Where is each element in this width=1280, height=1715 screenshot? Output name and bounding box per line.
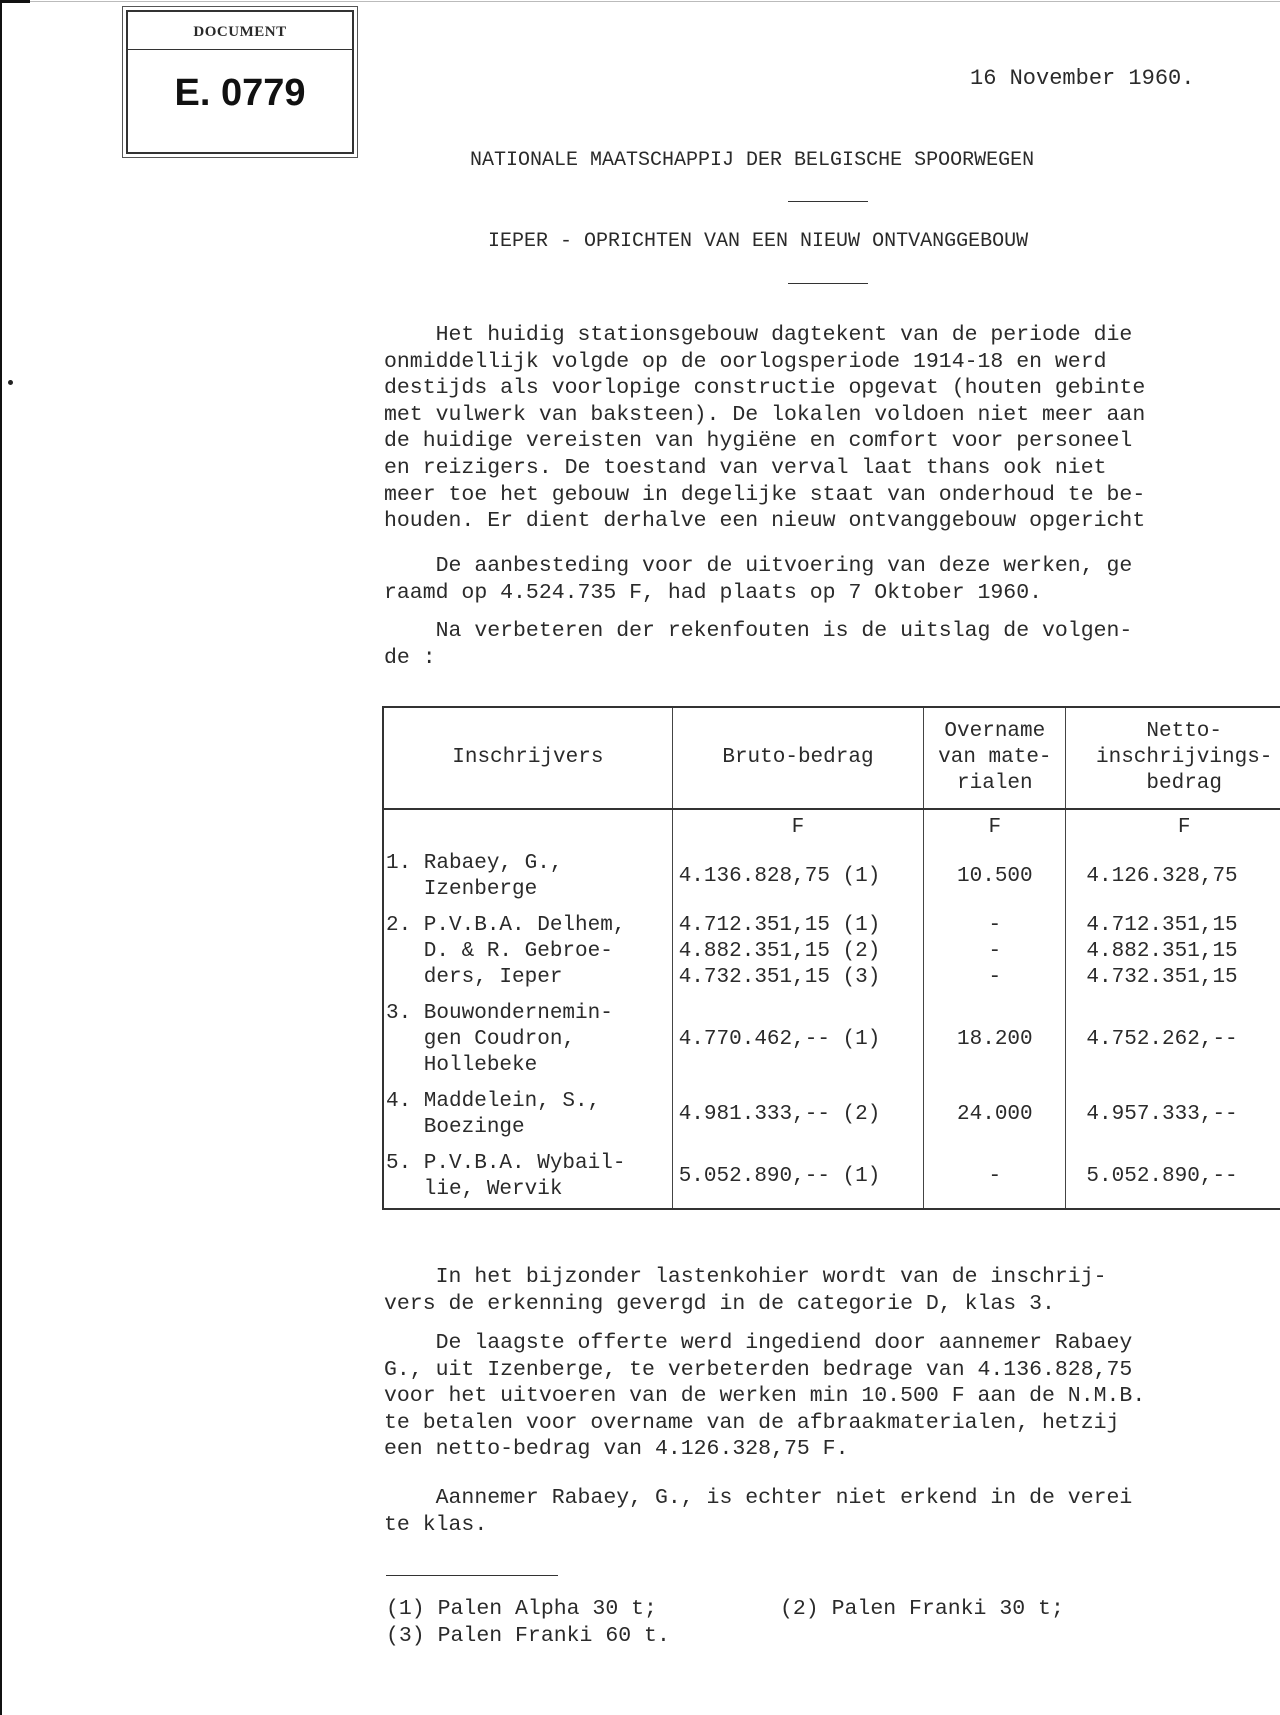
punch-mark xyxy=(8,380,13,385)
unit-cell xyxy=(383,809,672,846)
paragraph-lowest-offer: De laagste offerte werd ingediend door aannemer Rabaey G., uit Izenberge, te verbeterden bedrage van 4.136.828,75 voor het uitvoeren van de werken min 10.500 F aan de N.M.B. te betalen voor overname van de afbraakmaterialen, hetzij een netto-bedrag van 4.126.328,75 F. xyxy=(384,1331,1146,1462)
materials-cell: - - - xyxy=(924,908,1066,996)
header-bidders: Inschrijvers xyxy=(383,707,672,809)
unit-cell: F xyxy=(672,809,924,846)
document-stamp xyxy=(126,10,354,154)
subject-heading: IEPER - OPRICHTEN VAN EEN NIEUW ONTVANGGEBOUW xyxy=(488,230,1029,253)
page-corner-mark xyxy=(0,0,30,3)
unit-cell: F xyxy=(924,809,1066,846)
bidder-cell: 4. Maddelein, S., Boezinge xyxy=(383,1084,672,1146)
header-net: Netto- inschrijvings- bedrag xyxy=(1066,707,1280,809)
page-edge xyxy=(0,0,2,1715)
document-number: E. 0779 xyxy=(174,72,306,114)
materials-cell: 24.000 xyxy=(924,1084,1066,1146)
table-row xyxy=(383,1084,1280,1146)
materials-cell: 18.200 xyxy=(924,996,1066,1084)
document-date: 16 November 1960. xyxy=(970,66,1195,91)
organisation-heading: NATIONALE MAATSCHAPPIJ DER BELGISCHE SPOORWEGEN xyxy=(470,149,1035,172)
paragraph-tender: De aanbesteding voor de uitvoering van deze werken, ge raamd op 4.524.735 F, had plaats op 7 Oktober 1960. xyxy=(384,554,1133,605)
gross-cell: 5.052.890,-- (1) xyxy=(672,1146,924,1209)
net-cell: 5.052.890,-- xyxy=(1066,1146,1280,1209)
table-row xyxy=(383,908,1280,996)
net-cell: 4.957.333,-- xyxy=(1066,1084,1280,1146)
heading-divider xyxy=(788,201,868,202)
net-cell: 4.752.262,-- xyxy=(1066,996,1280,1084)
paragraph-result-intro: Na verbeteren der rekenfouten is de uitslag de volgen- de : xyxy=(384,619,1133,670)
footnote-divider xyxy=(386,1575,558,1576)
paragraph-not-recognised: Aannemer Rabaey, G., is echter niet erkend in de verei te klas. xyxy=(384,1486,1133,1537)
gross-cell: 4.136.828,75 (1) xyxy=(672,846,924,908)
net-cell: 4.712.351,15 4.882.351,15 4.732.351,15 xyxy=(1066,908,1280,996)
page-top-rule xyxy=(30,1,1280,2)
paragraph-requirement: In het bijzonder lastenkohier wordt van de inschrij- vers de erkenning gevergd in de categorie D, klas 3. xyxy=(384,1265,1107,1316)
bidder-cell: 1. Rabaey, G., Izenberge xyxy=(383,846,672,908)
heading-divider xyxy=(788,283,868,284)
footnote: (1) Palen Alpha 30 t; xyxy=(386,1597,657,1621)
net-cell: 4.126.328,75 xyxy=(1066,846,1280,908)
header-materials: Overname van mate- rialen xyxy=(924,707,1066,809)
table-header-row xyxy=(383,707,1280,809)
header-gross: Bruto-bedrag xyxy=(672,707,924,809)
table-row xyxy=(383,846,1280,908)
footnote: (2) Palen Franki 30 t; xyxy=(780,1597,1064,1621)
materials-cell: 10.500 xyxy=(924,846,1066,908)
stamp-divider xyxy=(128,49,352,50)
bidder-cell: 5. P.V.B.A. Wybail- lie, Wervik xyxy=(383,1146,672,1209)
paragraph-context: Het huidig stationsgebouw dagtekent van de periode die onmiddellijk volgde op de oorlogsperiode 1914-18 en werd destijds als voorlopige constructie opgevat (houten gebinte met vulwerk van baksteen). De lokalen voldoen niet meer aan de huidige vereisten van hygiëne en comfort voor personeel en reizigers. De toestand van verval laat thans ook niet meer toe het gebouw in degelijke staat van onderhoud te be- houden. Er dient derhalve een nieuw ontvanggebouw opgericht xyxy=(384,323,1146,534)
bids-table xyxy=(382,706,1280,1210)
table-row xyxy=(383,1146,1280,1209)
footnotes xyxy=(386,1596,1064,1704)
unit-cell: F xyxy=(1066,809,1280,846)
bidder-cell: 2. P.V.B.A. Delhem, D. & R. Gebroe- ders, Ieper xyxy=(383,908,672,996)
gross-cell: 4.770.462,-- (1) xyxy=(672,996,924,1084)
materials-cell: - xyxy=(924,1146,1066,1209)
unit-row xyxy=(383,809,1280,846)
table-row xyxy=(383,996,1280,1084)
footnote: (3) Palen Franki 60 t. xyxy=(386,1624,670,1648)
gross-cell: 4.712.351,15 (1) 4.882.351,15 (2) 4.732.351,15 (3) xyxy=(672,908,924,996)
gross-cell: 4.981.333,-- (2) xyxy=(672,1084,924,1146)
stamp-label: DOCUMENT xyxy=(193,24,287,40)
bidder-cell: 3. Bouwondernemin- gen Coudron, Hollebeke xyxy=(383,996,672,1084)
